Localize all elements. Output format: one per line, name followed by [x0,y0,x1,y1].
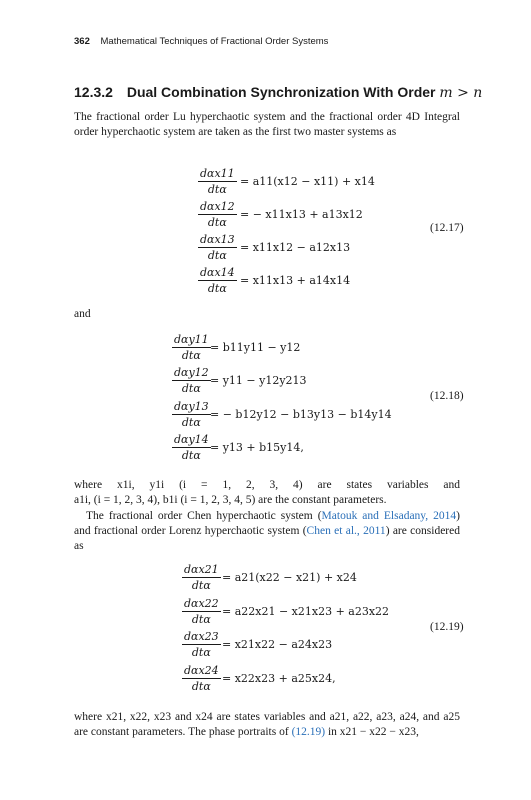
eq18-row1-rhs: = b11y11 − y12 [210,341,301,354]
section-title: Dual Combination Synchronization With Order [126,84,436,100]
eq17-row2-numerator: dαx12 [200,200,235,213]
eq18-row4-denominator: dtα [181,449,201,462]
eq17-row2-denominator: dtα [207,216,227,229]
eq18-row3-numerator: dαy13 [174,400,209,413]
eq19-row3-denominator: dtα [191,646,211,659]
eq18-row2-rhs: = y11 − y12y213 [210,374,307,387]
eq19-row4-numerator: dαx24 [184,664,219,677]
section-title-math: m > n [439,85,483,101]
section-heading [74,84,482,101]
eq19-row1-fraction [182,563,221,592]
running-title: Mathematical Techniques of Fractional Order Systems [100,36,329,47]
eq19-row3-numerator: dαx23 [184,630,219,643]
citation-chen-et-al[interactable]: Chen et al., 2011 [306,525,386,537]
eq19-row4-denominator: dtα [191,680,211,693]
citation-matouk-elsadany[interactable]: Matouk and Elsadany, 2014 [321,510,457,522]
connector-and: and [74,308,91,320]
eq19-row1-denominator: dtα [191,579,211,592]
eq18-row4-rhs: = y13 + b15y14, [210,441,304,454]
eq18-row1-denominator: dtα [181,349,201,362]
section-number: 12.3.2 [74,84,113,100]
eq17-row3-fraction [198,233,237,262]
eq19-row2-rhs: = a22x21 − x21x23 + a23x22 [222,605,390,618]
eq19-row2-denominator: dtα [191,613,211,626]
eq18-row3-fraction [172,400,211,429]
eq18-row2-denominator: dtα [181,382,201,395]
eq17-row3-numerator: dαx13 [200,233,235,246]
equation-number-12-17: (12.17) [430,222,464,234]
where-paragraph-2 [74,710,460,740]
eq18-row3-rhs: = − b12y12 − b13y13 − b14y14 [210,408,392,421]
eq17-row3-rhs: = x11x12 − a12x13 [240,241,351,254]
page-number: 362 [74,36,90,47]
eq18-row1-fraction [172,333,211,362]
where2-text-b: in x21 − x22 − x23, [325,726,419,738]
eq17-row4-numerator: dαx14 [200,266,235,279]
eq19-row3-rhs: = x21x22 − a24x23 [222,638,333,651]
chen-lorenz-paragraph [74,509,460,554]
eq17-row1-denominator: dtα [207,183,227,196]
eq19-row2-numerator: dαx22 [184,597,219,610]
chen-text-c: ) are considered as [74,525,460,552]
eq19-row3-fraction [182,630,221,659]
eq17-row4-rhs: = x11x13 + a14x14 [240,274,351,287]
eq18-row1-numerator: dαy11 [174,333,209,346]
eq17-row4-denominator: dtα [207,282,227,295]
eq18-row4-fraction [172,433,211,462]
where-paragraph-1-line2: a1i, (i = 1, 2, 3, 4), b1i (i = 1, 2, 3, 4, 5) are the constant parameters. [74,494,387,506]
eq18-row3-denominator: dtα [181,416,201,429]
eq19-row4-rhs: = x22x23 + a25x24, [222,672,336,685]
eq17-row4-fraction [198,266,237,295]
eq17-row2-rhs: = − x11x13 + a13x12 [240,208,363,221]
where2-text-a: where x21, x22, x23 and x24 are states variables and a21, a22, a23, a24, and a25 are constant parameters. The phase portraits of [74,711,460,738]
running-header [74,36,328,47]
eq17-row3-denominator: dtα [207,249,227,262]
equation-number-12-18: (12.18) [430,390,464,402]
eq19-row1-rhs: = a21(x22 − x21) + x24 [222,571,357,584]
eq18-row2-numerator: dαy12 [174,366,209,379]
eq18-row2-fraction [172,366,211,395]
eq17-row1-fraction [198,167,237,196]
chen-text-a: The fractional order Chen hyperchaotic system ( [86,510,322,522]
eq19-row2-fraction [182,597,221,626]
eq17-row1-numerator: dαx11 [200,167,235,180]
intro-paragraph: The fractional order Lu hyperchaotic system and the fractional order 4D Integral order hyperchaotic system are taken as the first two master systems as [74,111,460,138]
eq17-row1-rhs: = a11(x12 − x11) + x14 [240,175,375,188]
equation-reference-12-19[interactable]: (12.19) [291,726,326,738]
eq18-row4-numerator: dαy14 [174,433,209,446]
chen-text-b: ) and fractional order Lorenz hyperchaotic system ( [74,510,460,537]
where-paragraph-1-line1: where x1i, y1i (i = 1, 2, 3, 4) are states variables and [74,479,460,491]
eq19-row4-fraction [182,664,221,693]
eq17-row2-fraction [198,200,237,229]
eq19-row1-numerator: dαx21 [184,563,219,576]
equation-number-12-19: (12.19) [430,621,464,633]
